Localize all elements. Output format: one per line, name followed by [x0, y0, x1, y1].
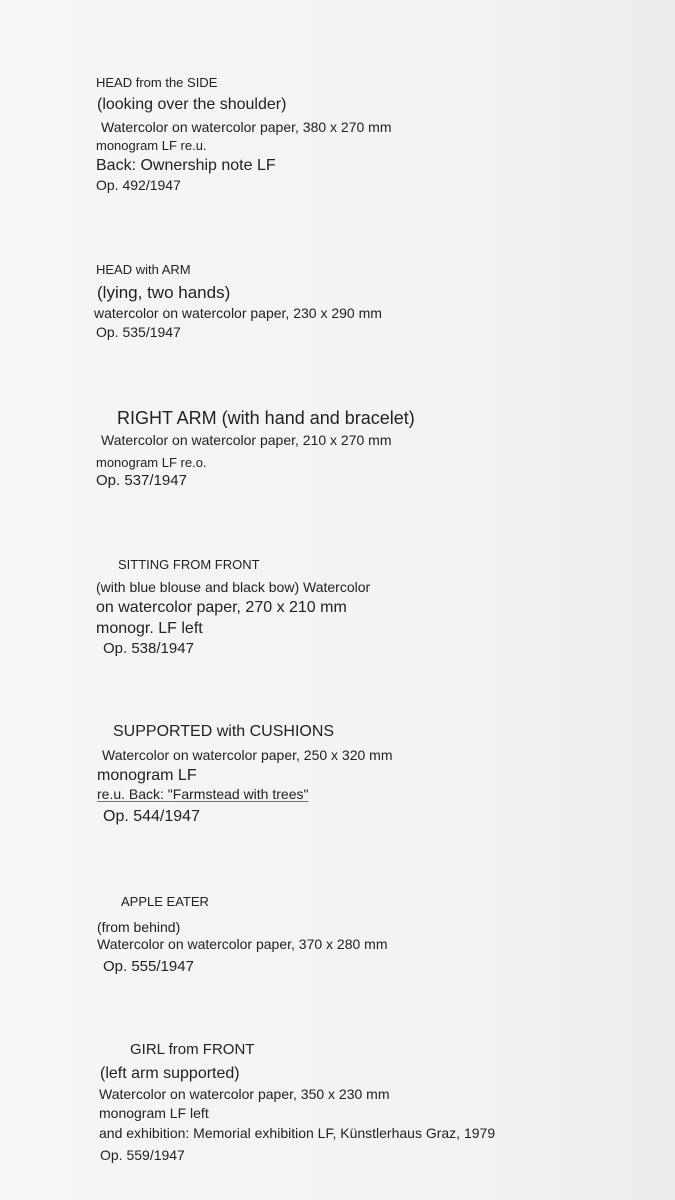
- entry-medium: on watercolor paper, 270 x 210 mm: [96, 599, 347, 616]
- entry-medium: Watercolor on watercolor paper, 350 x 230 mm: [99, 1086, 390, 1102]
- entry-note: Back: Ownership note LF: [96, 157, 276, 174]
- entry-title: GIRL from FRONT: [130, 1041, 255, 1058]
- entry-medium: watercolor on watercolor paper, 230 x 290 mm: [94, 305, 382, 321]
- entry-monogram: monogr. LF left: [96, 620, 203, 637]
- entry-title: APPLE EATER: [121, 894, 209, 909]
- entry-subtitle: (from behind): [97, 919, 181, 935]
- entry-medium: Watercolor on watercolor paper, 380 x 270 mm: [101, 119, 392, 135]
- entry-monogram: monogram LF: [97, 767, 197, 784]
- entry-note: re.u. Back: "Farmstead with trees": [97, 786, 309, 802]
- entry-monogram: monogram LF re.u.: [96, 138, 207, 153]
- entry-opus: Op. 555/1947: [103, 958, 194, 975]
- entry-medium: Watercolor on watercolor paper, 370 x 280 mm: [97, 936, 388, 952]
- entry-title: HEAD with ARM: [96, 262, 191, 277]
- entry-opus: Op. 538/1947: [103, 640, 194, 657]
- entry-title: HEAD from the SIDE: [96, 75, 218, 90]
- entry-medium: Watercolor on watercolor paper, 250 x 320 mm: [102, 747, 393, 763]
- entry-opus: Op. 559/1947: [100, 1147, 185, 1163]
- entry-monogram: monogram LF left: [99, 1105, 209, 1121]
- entry-title: SITTING FROM FRONT: [118, 557, 260, 572]
- entry-title: SUPPORTED with CUSHIONS: [113, 723, 335, 740]
- entry-description: (with blue blouse and black bow) Watercolor: [96, 579, 371, 595]
- entry-medium: Watercolor on watercolor paper, 210 x 270 mm: [101, 432, 392, 448]
- entry-monogram: monogram LF re.o.: [96, 455, 207, 470]
- entry-opus: Op. 544/1947: [103, 808, 200, 825]
- entry-opus: Op. 535/1947: [96, 324, 181, 340]
- entry-opus: Op. 492/1947: [96, 177, 181, 193]
- entry-subtitle: (lying, two hands): [97, 283, 231, 302]
- entry-exhibition: and exhibition: Memorial exhibition LF, Künstlerhaus Graz, 1979: [99, 1125, 496, 1141]
- entry-opus: Op. 537/1947: [96, 472, 187, 489]
- entry-subtitle: (looking over the shoulder): [97, 96, 287, 113]
- entry-title: RIGHT ARM (with hand and bracelet): [117, 408, 415, 428]
- entry-subtitle: (left arm supported): [100, 1065, 240, 1082]
